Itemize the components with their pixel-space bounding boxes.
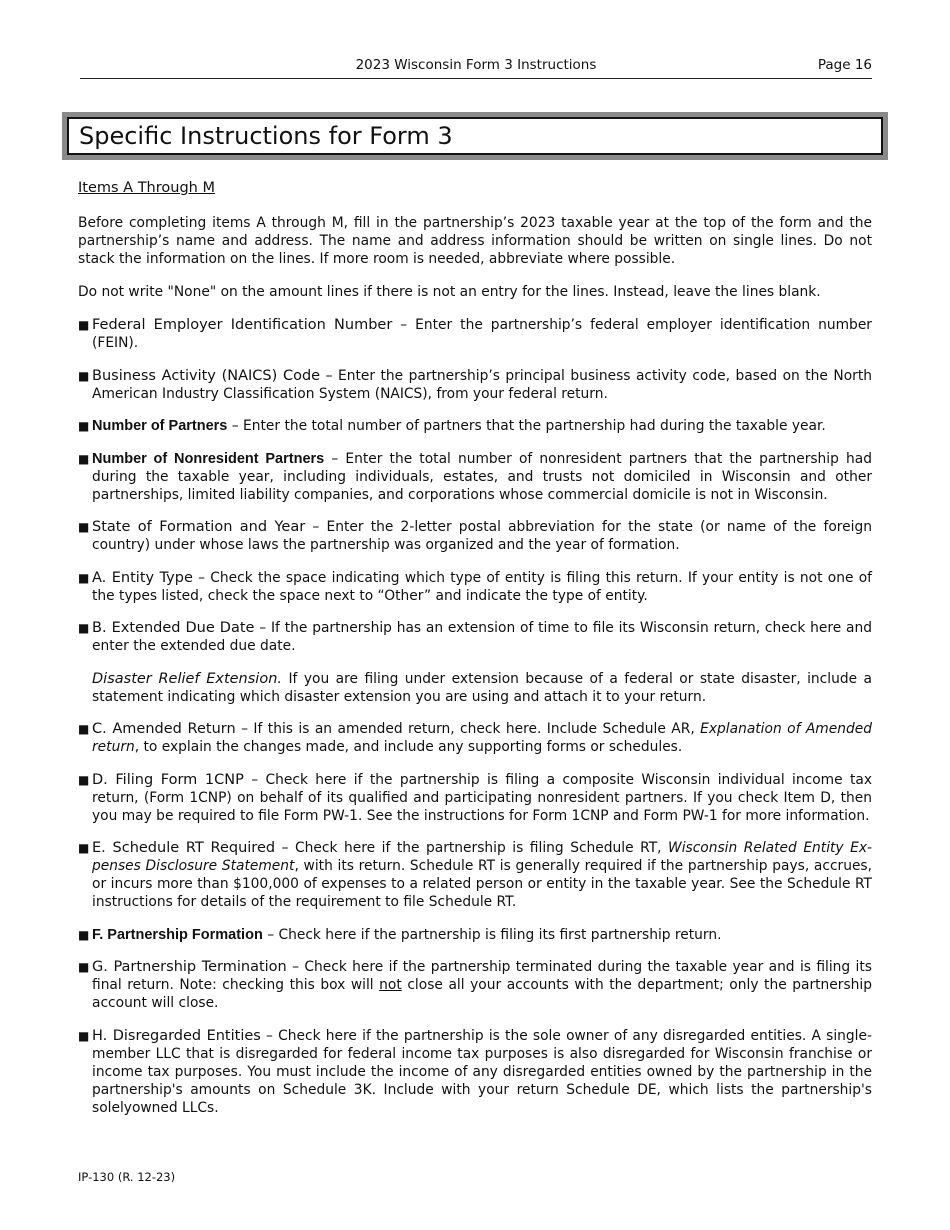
item-partnership-formation bbox=[78, 926, 872, 944]
bullet-icon: ■ bbox=[78, 419, 90, 433]
schedule-title: Wisconsin Related Entity Expenses Disclosure Statement bbox=[92, 840, 872, 874]
item-number-of-partners bbox=[78, 417, 872, 435]
item-term: Number of Partners bbox=[92, 418, 228, 434]
subheading: Items A Through M bbox=[78, 180, 215, 196]
item-text: , to explain the changes made, and include any supporting forms or schedules. bbox=[134, 739, 683, 755]
page-number: Page 16 bbox=[817, 57, 872, 73]
form-revision-footer: IP-130 (R. 12-23) bbox=[78, 1170, 176, 1184]
item-text: If you are filing under extension because of a federal or state disaster, include a statement indicating which disaster extension you are using and attach it to your return. bbox=[92, 670, 872, 705]
item-state-of-formation bbox=[78, 518, 872, 554]
item-text: – Check here if the partnership terminated during the taxable year and is filing its final return. Note: checking this box will bbox=[92, 959, 872, 993]
item-text: – Check here if the partnership is the sole owner of any disregarded entities. A singlemember LLC that is disregarded for federal income tax purposes is also disregarded for Wisconsin franchise or income tax purposes. You must include the income of any disregarded entities owned by the partnership in the partnership's amounts on Schedule 3K. Include with your return Schedule DE, which lists the partnership's solelyowned LLCs. bbox=[92, 1027, 872, 1116]
item-text: close all your accounts with the department; only the partnership account will close. bbox=[92, 977, 872, 1011]
item-term: E. Schedule RT Required bbox=[92, 840, 276, 856]
bullet-icon: ■ bbox=[78, 722, 90, 736]
item-term: H. Disregarded Entities bbox=[92, 1027, 261, 1044]
bullet-icon: ■ bbox=[78, 451, 90, 466]
item-fein bbox=[78, 316, 872, 352]
bullet-icon: ■ bbox=[78, 368, 90, 383]
item-term: Business Activity (NAICS) Code bbox=[92, 367, 321, 384]
item-term: State of Formation and Year bbox=[92, 519, 306, 535]
item-filing-form-1cnp bbox=[78, 771, 872, 825]
schedule-title: Explanation of Amended return bbox=[92, 721, 872, 755]
item-term: G. Partnership Termination bbox=[92, 959, 287, 975]
instructions-content bbox=[78, 179, 872, 1131]
item-term: A. Entity Type bbox=[92, 569, 193, 586]
bullet-icon: ■ bbox=[78, 841, 90, 855]
disaster-relief-paragraph bbox=[78, 670, 872, 706]
bullet-icon: ■ bbox=[78, 1028, 90, 1043]
section-title-box bbox=[62, 112, 888, 160]
item-term: B. Extended Due Date bbox=[92, 620, 255, 636]
bullet-icon: ■ bbox=[78, 927, 90, 942]
item-schedule-rt bbox=[78, 839, 872, 911]
item-text: – Check the space indicating which type of entity is filing this return. If your entity is not one of the types listed, check the space next to “Other” and indicate the type of entity. bbox=[92, 569, 872, 604]
item-nonresident-partners bbox=[78, 450, 872, 504]
item-term: Federal Employer Identification Number bbox=[92, 317, 393, 333]
bullet-icon: ■ bbox=[78, 520, 90, 534]
item-text: – Enter the total number of partners that the partnership had during the taxable year. bbox=[227, 418, 826, 434]
bullet-icon: ■ bbox=[78, 772, 90, 787]
item-text: – Enter the partnership’s principal business activity code, based on the North American Industry Classification System (NAICS), from your federal return. bbox=[92, 367, 872, 402]
item-amended-return bbox=[78, 720, 872, 756]
item-term: F. Partnership Formation bbox=[92, 926, 263, 943]
item-text: – Enter the total number of nonresident partners that the partnership had during the taxable year, including individuals, estates, and trusts not domiciled in Wisconsin and other partnerships, limited liability companies, and corporations whose commercial domicile is not in Wisconsin. bbox=[92, 450, 872, 503]
item-text: – Check here if the partnership is filing Schedule RT, bbox=[275, 840, 669, 856]
item-entity-type bbox=[78, 569, 872, 605]
item-text: – Check here if the partnership is filing its first partnership return. bbox=[262, 926, 722, 943]
item-naics bbox=[78, 367, 872, 403]
section-title: Specific Instructions for Form 3 bbox=[67, 117, 883, 155]
item-text: – If the partnership has an extension of time to file its Wisconsin return, check here and enter the extended due date. bbox=[92, 620, 872, 654]
item-term: Number of Nonresident Partners bbox=[92, 450, 325, 467]
intro-paragraph-1: Before completing items A through M, fill in the partnership’s 2023 taxable year at the top of the form and the partnership’s name and address. The name and address information should be written on single lines. Do not stack the information on the lines. If more room is needed, abbreviate where possible. bbox=[78, 215, 872, 267]
item-extended-due-date bbox=[78, 619, 872, 655]
item-term: C. Amended Return bbox=[92, 721, 236, 737]
item-partnership-termination bbox=[78, 958, 872, 1012]
header-title: 2023 Wisconsin Form 3 Instructions bbox=[355, 57, 597, 73]
item-text: – Check here if the partnership is filing a composite Wisconsin individual income tax return, (Form 1CNP) on behalf of its qualified and participating nonresident partners. If you check Item D, then you may be required to file Form PW-1. See the instructions for Form 1CNP and Form PW-1 for more information. bbox=[92, 771, 872, 824]
bullet-icon: ■ bbox=[78, 621, 90, 635]
page-header bbox=[80, 56, 872, 79]
item-term: D. Filing Form 1CNP bbox=[92, 771, 244, 788]
item-text: – If this is an amended return, check here. Include Schedule AR, bbox=[235, 721, 701, 737]
bullet-icon: ■ bbox=[78, 318, 90, 332]
bullet-icon: ■ bbox=[78, 960, 90, 974]
emphasis-not: not bbox=[379, 977, 402, 993]
intro-paragraph-2: Do not write "None" on the amount lines if there is not an entry for the lines. Instead, leave the lines blank. bbox=[78, 284, 821, 300]
item-disregarded-entities bbox=[78, 1027, 872, 1117]
item-text: , with its return. Schedule RT is generally required if the partnership pays, accrues, or incurs more than $100,000 of expenses to a related person or entity in the taxable year. See the Schedule RT instructions for details of the requirement to file Schedule RT. bbox=[92, 858, 873, 910]
bullet-icon: ■ bbox=[78, 570, 90, 585]
item-text: – Enter the 2-letter postal abbreviation for the state (or name of the foreign country) under whose laws the partnership was organized and the year of formation. bbox=[92, 519, 872, 553]
item-term: Disaster Relief Extension. bbox=[92, 670, 283, 687]
item-text: – Enter the partnership’s federal employer identification number (FEIN). bbox=[92, 317, 872, 351]
